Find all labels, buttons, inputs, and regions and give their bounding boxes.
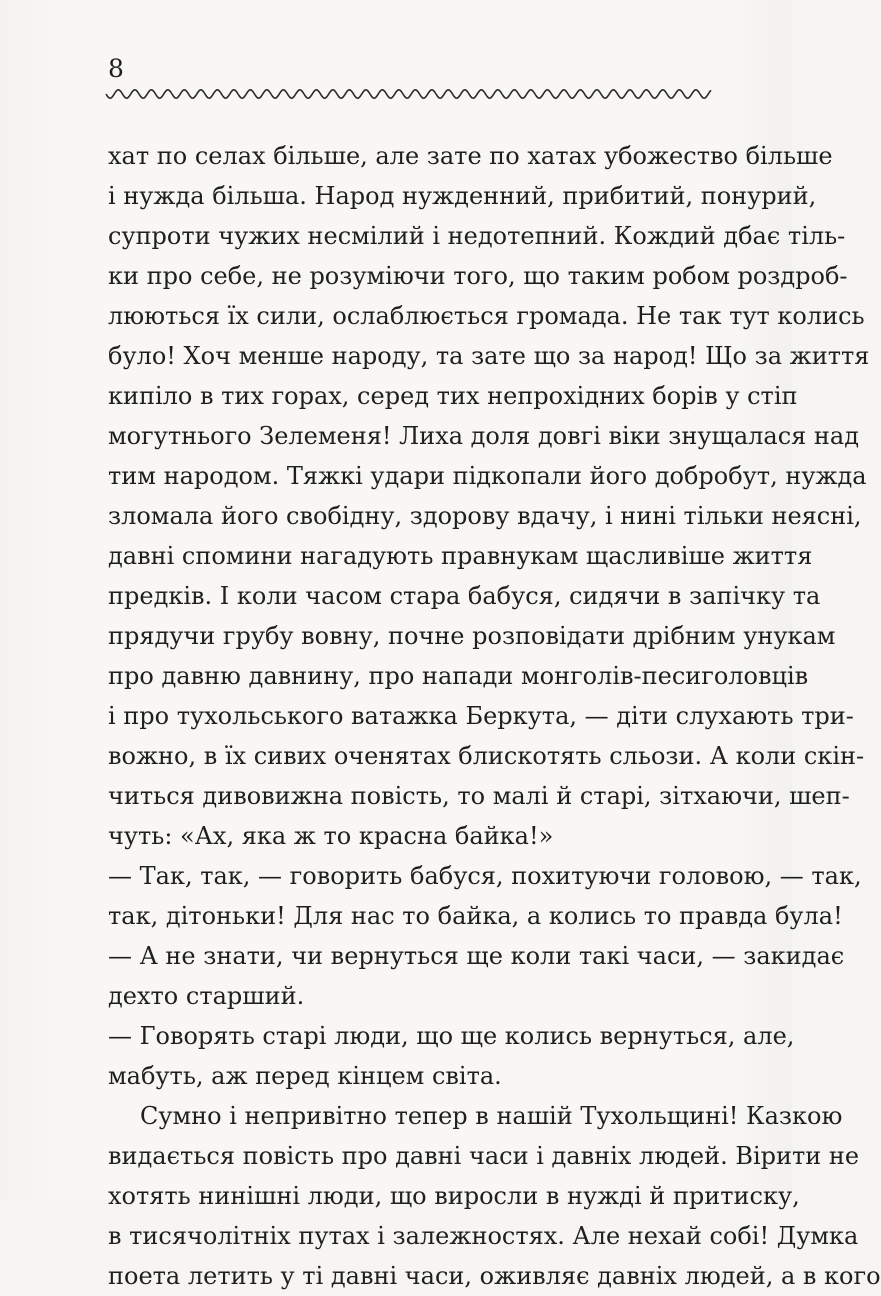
text-line: дехто старший. [108,982,305,1010]
text-line: давні спомини нагадують правнукам щасливіше життя [108,542,813,570]
text-line: видається повість про давні часи і давніх людей. Вірити не [108,1142,860,1170]
text-line: про давню давнину, про напади монголів-песиголовців [108,662,809,690]
text-line: хат по селах більше, але зате по хатах убожество більше [108,142,833,170]
text-line: вожно, в їх сивих оченятах блискотять сльози. А коли скін- [108,742,865,770]
text-line: зломала його свобідну, здорову вдачу, і нині тільки неясні, [108,502,862,530]
text-line: і про тухольського ватажка Беркута, — діти слухають три- [108,702,854,730]
page-number: 8 [108,54,124,83]
text-line: було! Хоч менше народу, та зате що за народ! Що за життя [108,342,870,370]
text-line: прядучи грубу вовну, почне розповідати дрібним унукам [108,622,836,650]
text-line: чуть: «Ах, яка ж то красна байка!» [108,822,554,850]
text-line: Сумно і непривітно тепер в нашій Тухольщині! Казкою [140,1102,843,1130]
text-line: — Говорять старі люди, що ще колись вернуться, але, [108,1022,795,1050]
text-line: супроти чужих несмілий і недотепний. Кождий дбає тіль- [108,222,846,250]
text-line: люються їх сили, ослаблюється громада. Не так тут колись [108,302,865,330]
text-line: ки про себе, не розуміючи того, що таким робом роздроб- [108,262,848,290]
text-line: — Так, так, — говорить бабуся, похитуючи головою, — так, [108,862,862,890]
text-line: в тисячолітніх путах і залежностях. Але нехай собі! Думка [108,1222,859,1250]
text-line: читься дивовижна повість, то малі й старі, зітхаючи, шеп- [108,782,850,810]
body-text [108,136,881,1296]
text-line: так, дітоньки! Для нас то байка, а колись то правда була! [108,902,843,930]
text-line: могутнього Зелеменя! Лиха доля довгі віки знущалася над [108,422,859,450]
text-line: поета летить у ті давні часи, оживляє давніх людей, а в кого [108,1262,881,1290]
text-line: предків. І коли часом стара бабуся, сидячи в запічку та [108,582,821,610]
text-line: хотять нинішні люди, що виросли в нужді й притиску, [108,1182,800,1210]
text-line: кипіло в тих горах, серед тих непрохідних борів у стіп [108,382,798,410]
text-line: — А не знати, чи вернуться ще коли такі часи, — закидає [108,942,845,970]
text-line: і нужда більша. Народ нужденний, прибитий, понурий, [108,182,817,210]
text-line: мабуть, аж перед кінцем світа. [108,1062,502,1090]
wavy-header-rule [106,86,711,102]
text-line: тим народом. Тяжкі удари підкопали його добробут, нужда [108,462,867,490]
